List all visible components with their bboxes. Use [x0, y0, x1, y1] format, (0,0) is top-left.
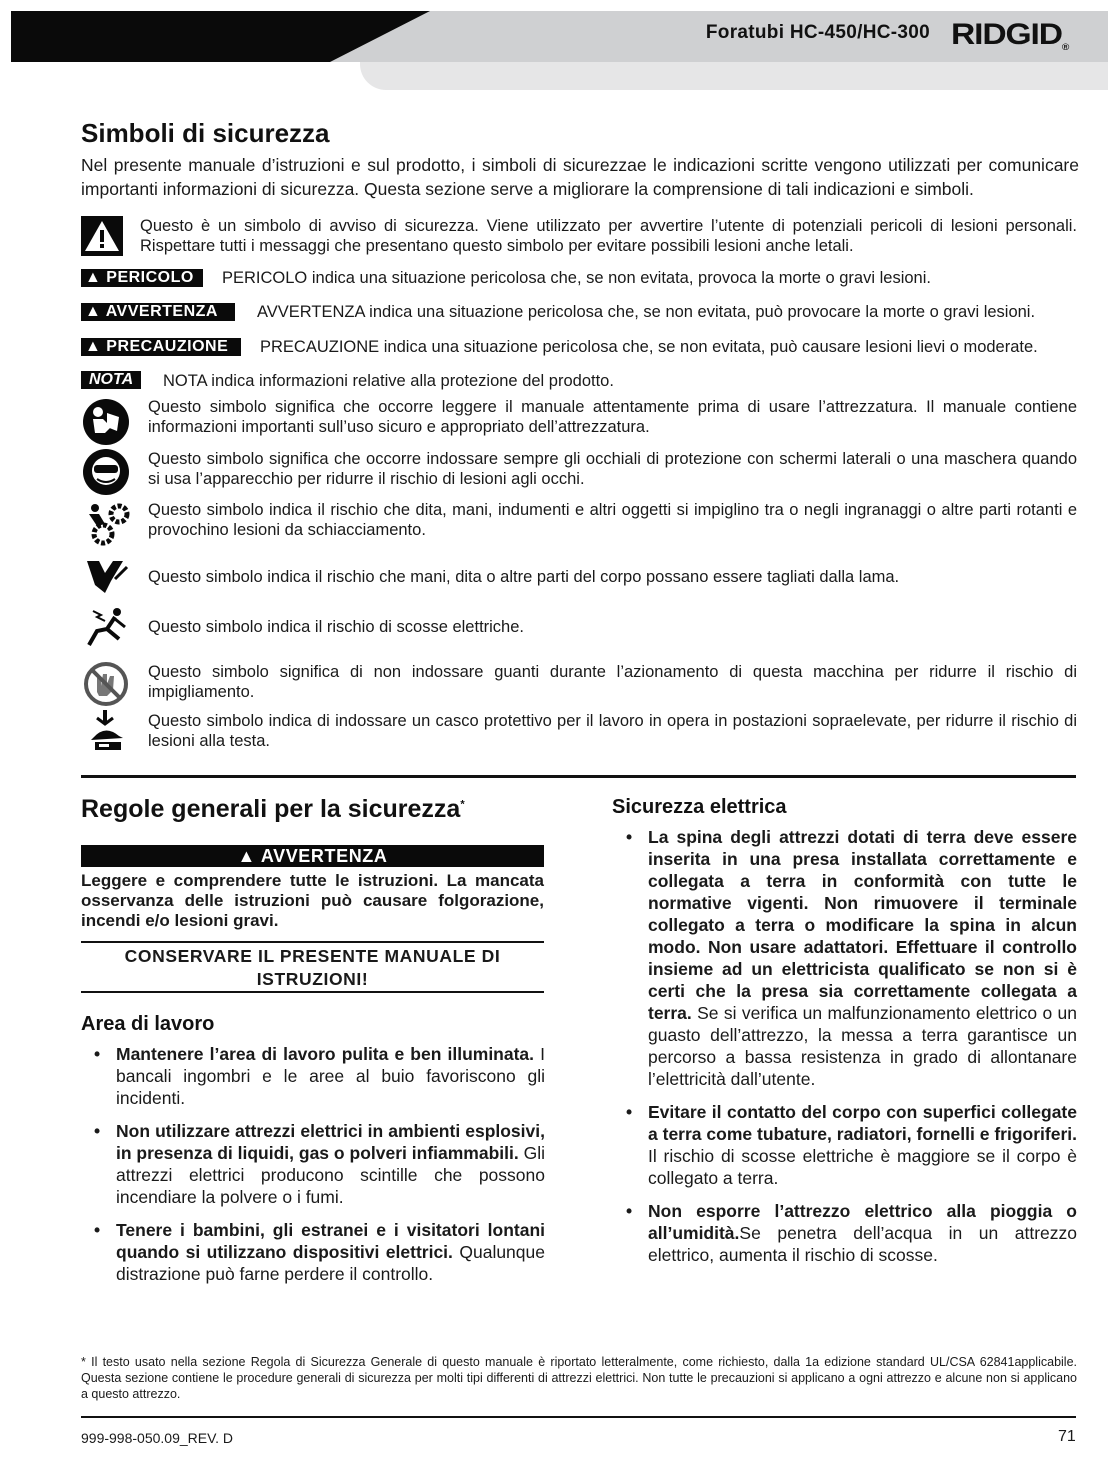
item-bold: Evitare il contatto del corpo con superfici collegate a terra come tubature, radiatori, fornelli e frigoriferi. [648, 1102, 1077, 1144]
blade-text: Questo simbolo indica il rischio che mani, dita o altre parti del corpo possano essere tagliati dalla lama. [148, 568, 900, 586]
item-bold: La spina degli attrezzi dotati di terra deve essere inserita in una presa installata correttamente e collegata a terra in conformità con tutte le normative vigenti. Non rimuovere il terminale collegato a terra o modificare la spina in alcun modo. Non usare adattatori. Effettuare il controllo insieme ad un elettricista qualificato se non si è certi che la presa sia correttamente collegata a terra. [648, 827, 1077, 1023]
symbol-row-pericolo [81, 268, 1077, 290]
item-bold: Non esporre l’attrezzo elettrico alla pioggia o all’umidità. [648, 1201, 1077, 1243]
sicurezza-elettrica-list [617, 826, 1077, 1277]
divider-top [81, 941, 544, 943]
section-heading-simboli: Simboli di sicurezza [81, 118, 330, 148]
eye-protection-icon [83, 449, 129, 495]
bullet: • [94, 1044, 101, 1064]
pericolo-label: ▲ PERICOLO [81, 269, 203, 287]
item-text: Gli attrezzi elettrici producono scintille che possono incendiare la polvere o i fumi. [116, 1143, 546, 1207]
header-gray-tab [360, 62, 1108, 90]
bullet: • [626, 1201, 633, 1221]
item-bold: Non utilizzare attrezzi elettrici in ambienti esplosivi, in presenza di liquidi, gas o polveri infiammabili. [116, 1121, 545, 1163]
symbol-row-manual [81, 397, 1077, 443]
nota-label: NOTA [81, 371, 141, 389]
logo-text: RIDGID [951, 18, 1062, 51]
symbol-row-helmet [81, 711, 1077, 755]
section-heading-regole [81, 795, 465, 824]
avvertenza-banner: ▲ AVVERTENZA [81, 845, 544, 867]
list-item [85, 1219, 545, 1285]
divider-bottom [81, 991, 544, 993]
area-lavoro-heading: Area di lavoro [81, 1013, 215, 1035]
gear-entanglement-icon [83, 500, 131, 548]
pericolo-text: PERICOLO indica una situazione pericolosa che, se non evitata, provoca la morte o gravi lesioni. [222, 269, 931, 287]
bullet: • [626, 1102, 633, 1122]
ridgid-logo: RIDGID® [951, 18, 1069, 52]
symbol-row-blade [81, 557, 1077, 597]
goggles-text: Questo simbolo significa che occorre indossare sempre gli occhiali di protezione con schermi laterali o una maschera quando si usa l’apparecchio per ridurre il rischio di lesioni agli occhi. [148, 450, 1077, 488]
symbol-row-gloves [81, 662, 1077, 706]
read-manual-icon [83, 399, 129, 445]
section-divider [81, 775, 1076, 778]
electric-shock-icon [85, 605, 129, 647]
avvertenza-text: AVVERTENZA indica una situazione pericolosa che, se non evitata, può provocare la morte o gravi lesioni. [257, 303, 1036, 321]
conserve-manual-notice: CONSERVARE IL PRESENTE MANUALE DI ISTRUZIONI! [124, 946, 501, 989]
list-item [617, 1101, 1077, 1189]
footnote-marker: * [460, 798, 465, 811]
list-item [617, 1200, 1077, 1266]
page-number: 71 [1058, 1428, 1076, 1445]
bullet: • [94, 1220, 101, 1240]
gloves-text: Questo simbolo significa di non indossare guanti durante l’azionamento di questa macchina per ridurre il rischio di impigliamento. [148, 663, 1077, 701]
footer-rule [81, 1416, 1076, 1418]
item-bold: Mantenere l’area di lavoro pulita e ben illuminata. [116, 1044, 535, 1064]
item-text: I bancali ingombri e le aree al buio favoriscono gli incidenti. [116, 1044, 545, 1108]
regole-heading-text: Regole generali per la sicurezza [81, 795, 461, 823]
item-text: Se penetra dell’acqua in un attrezzo elettrico, aumenta il rischio di scosse. [648, 1223, 1077, 1265]
shock-text: Questo simbolo indica il rischio di scosse elettriche. [148, 618, 524, 636]
hard-hat-icon [89, 708, 127, 756]
precauzione-label-text: PRECAUZIONE [106, 338, 229, 355]
helmet-text: Questo simbolo indica di indossare un casco protettivo per il lavoro in opera in postazioni sopraelevate, per ridurre il rischio di lesioni alla testa. [148, 712, 1077, 750]
symbol-row-alert [81, 216, 1077, 258]
pericolo-label-text: PERICOLO [106, 269, 194, 286]
item-text: Se si verifica un malfunzionamento elettrico o un guasto dell’attrezzo, la messa a terra garantisce un percorso a bassa resistenza in grado di allontanare l’elettricità dall’utente. [648, 1003, 1077, 1089]
avvertenza-banner-text: AVVERTENZA [260, 846, 388, 866]
list-item [85, 1120, 545, 1208]
symbol-row-shock [81, 605, 1077, 647]
area-lavoro-list [85, 1043, 545, 1296]
no-gloves-icon [83, 662, 129, 706]
bullet: • [94, 1121, 101, 1141]
item-bold: Tenere i bambini, gli estranei e i visitatori lontani quando si utilizzano dispositivi elettrici. [116, 1220, 545, 1262]
blade-cut-icon [85, 557, 129, 595]
symbol-row-goggles [81, 449, 1077, 495]
header-title: Foratubi HC-450/HC-300 [705, 22, 930, 43]
item-text: Il rischio di scosse elettriche è maggiore se il corpo è collegato a terra. [648, 1146, 1077, 1188]
alert-symbol-text: Questo è un simbolo di avviso di sicurezza. Viene utilizzato per avvertire l’utente di potenziali pericoli di lesioni personali. Rispettare tutti i messaggi che presentano questo simbolo per evitare possibili lesioni anche letali. [140, 217, 1077, 255]
avvertenza-label-text: AVVERTENZA [105, 303, 218, 320]
symbol-row-nota [81, 371, 1077, 393]
symbol-row-precauzione [81, 337, 1077, 359]
symbol-row-gears [81, 500, 1077, 548]
footnote: * Il testo usato nella sezione Regola di Sicurezza Generale di questo manuale è riportato letteralmente, come richiesto, dalla 1a edizione standard UL/CSA 62841applicabile. Questa sezione contiene le procedure generali di sicurezza per molti tipi differenti di attrezzi elettrici. Non tutte le precauzioni si applicano a ogni attrezzo e alcune non si applicano a questo attrezzo. [81, 1355, 1077, 1401]
list-item [85, 1043, 545, 1109]
precauzione-text: PRECAUZIONE indica una situazione pericolosa che, se non evitata, può causare lesioni lievi o moderate. [260, 338, 1038, 356]
bullet: • [626, 827, 633, 847]
precauzione-label: ▲ PRECAUZIONE [81, 338, 241, 356]
warning-triangle-icon [81, 216, 123, 256]
symbol-row-avvertenza [81, 302, 1077, 324]
manual-text: Questo simbolo significa che occorre leggere il manuale attentamente prima di usare l’attrezzatura. Il manuale contiene informazioni importanti sull’uso sicuro e appropriato dell’attrezzatura. [148, 398, 1077, 436]
document-code: 999-998-050.09_REV. D [81, 1430, 234, 1446]
avvertenza-label: ▲ AVVERTENZA [81, 303, 235, 321]
list-item [617, 826, 1077, 1090]
sicurezza-elettrica-heading: Sicurezza elettrica [612, 796, 787, 818]
gears-text: Questo simbolo indica il rischio che dita, mani, indumenti e altri oggetti si impiglino tra o negli ingranaggi o altre parti rotanti e provochino lesioni da schiacciamento. [148, 501, 1077, 539]
item-text: Qualunque distrazione può farne perdere il controllo. [116, 1242, 545, 1284]
warning-paragraph: Leggere e comprendere tutte le istruzioni. La mancata osservanza delle istruzioni può causare folgorazione, incendi e/o lesioni gravi. [81, 871, 544, 930]
intro-paragraph: Nel presente manuale d’istruzioni e sul prodotto, i simboli di sicurezzae le indicazioni scritte vengono utilizzati per comunicare importanti informazioni di sicurezza. Questa sezione serve a migliorare la comprensione di tali indicazioni e simboli. [81, 155, 1079, 199]
nota-text: NOTA indica informazioni relative alla protezione del prodotto. [163, 372, 614, 390]
